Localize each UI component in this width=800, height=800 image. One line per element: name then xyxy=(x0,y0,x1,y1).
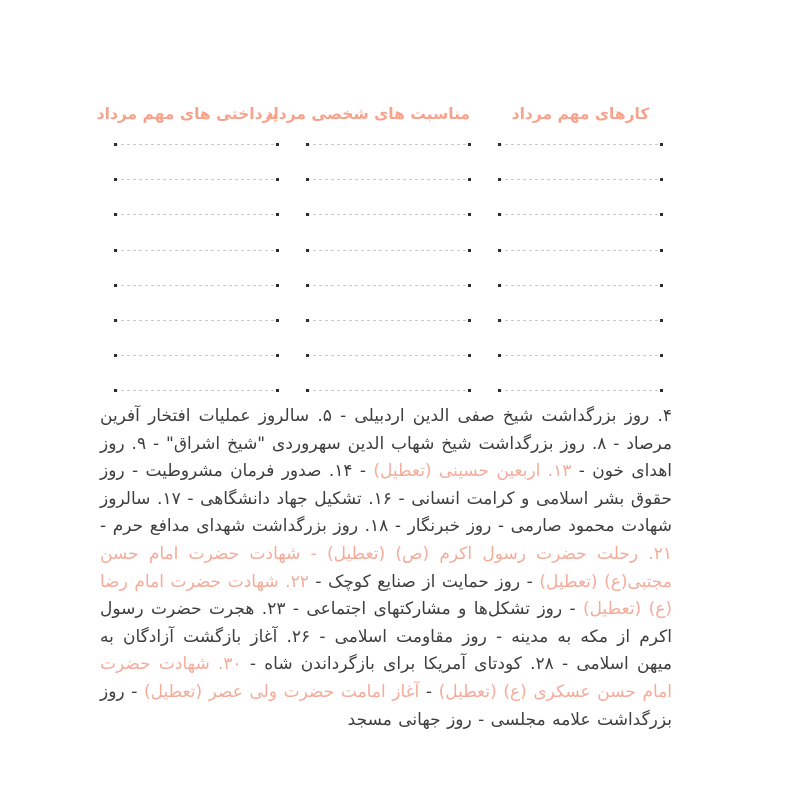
ruled-line xyxy=(115,179,278,180)
ruled-line xyxy=(115,250,278,251)
column-important-payments xyxy=(96,104,278,391)
ruled-line xyxy=(115,355,278,356)
holiday-segment: ۱۳. اربعین حسینی (تعطیل) xyxy=(373,461,572,482)
ruled-line xyxy=(499,214,662,215)
holiday-segment: ۳۰. شهادت حضرت امام حسن عسکری (ع) (تعطیل) xyxy=(100,654,673,702)
writing-lines-personal-occasions xyxy=(307,144,470,391)
column-title-important-payments: پرداختی های مهم مرداد xyxy=(96,105,278,123)
event-segment: - روز حمایت از صنایع کوچک - xyxy=(308,571,540,592)
ruled-line xyxy=(499,144,662,145)
ruled-line xyxy=(307,250,470,251)
holiday-segment: ۲۲. شهادت حضرت امام رضا (ع) (تعطیل) xyxy=(100,571,672,620)
ruled-line xyxy=(307,320,470,321)
planner-columns xyxy=(96,104,662,391)
ruled-line xyxy=(499,285,662,286)
ruled-line xyxy=(307,285,470,286)
ruled-line xyxy=(499,355,662,356)
event-segment: - ۱۴. صدور فرمان مشروطیت - روز حقوق بشر اسلامی و کرامت انسانی - ۱۶. تشکیل جهاد دانشگاهی - ۱۷. سالروز شهادت محمود صارمی - روز خبرنگار - ۱۸. روز بزرگداشت شهدای مدافع حرم - xyxy=(100,461,672,537)
column-important-tasks xyxy=(499,104,662,391)
ruled-line xyxy=(115,390,278,391)
ruled-line xyxy=(307,355,470,356)
writing-lines-important-payments xyxy=(115,144,278,391)
writing-lines-important-tasks xyxy=(499,144,662,391)
ruled-line xyxy=(115,285,278,286)
event-segment: ۴. روز بزرگداشت شیخ صفی الدین اردبیلی - ۵. سالروز عملیات افتخار آفرین مرصاد - ۸. روز بزرگداشت شیخ شهاب الدین سهروردی "شیخ اشراق" - ۹. روز اهدای خون - xyxy=(100,406,673,482)
ruled-line xyxy=(499,179,662,180)
holiday-segment: ۲۱. رحلت حضرت رسول اکرم (ص) (تعطیل) - شهادت حضرت امام حسن مجتبی(ع) (تعطیل) xyxy=(100,543,673,592)
ruled-line xyxy=(307,390,470,391)
ruled-line xyxy=(499,390,662,391)
event-segment: - روز بزرگداشت علامه مجلسی - روز جهانی مسجد xyxy=(100,681,672,730)
ruled-line xyxy=(307,179,470,180)
ruled-line xyxy=(307,214,470,215)
event-segment: - xyxy=(419,681,439,702)
events-paragraph xyxy=(100,403,672,734)
event-segment: - روز تشکل‌ها و مشارکتهای اجتماعی - ۲۳. هجرت حضرت رسول اکرم از مکه به مدینه - روز مقاومت اسلامی - ۲۶. آغاز بازگشت آزادگان به میهن اسلامی - ۲۸. کودتای آمریکا برای بازگرداندن شاه - xyxy=(100,599,672,675)
column-title-important-tasks: کارهای مهم مرداد xyxy=(511,105,650,123)
ruled-line xyxy=(115,214,278,215)
ruled-line xyxy=(307,144,470,145)
column-title-personal-occasions: مناسبت های شخصی مرداد xyxy=(265,105,470,123)
column-personal-occasions xyxy=(265,104,470,391)
ruled-line xyxy=(115,144,278,145)
ruled-line xyxy=(499,320,662,321)
ruled-line xyxy=(499,250,662,251)
ruled-line xyxy=(115,320,278,321)
holiday-segment: آغاز امامت حضرت ولی عصر (تعطیل) xyxy=(143,681,420,702)
